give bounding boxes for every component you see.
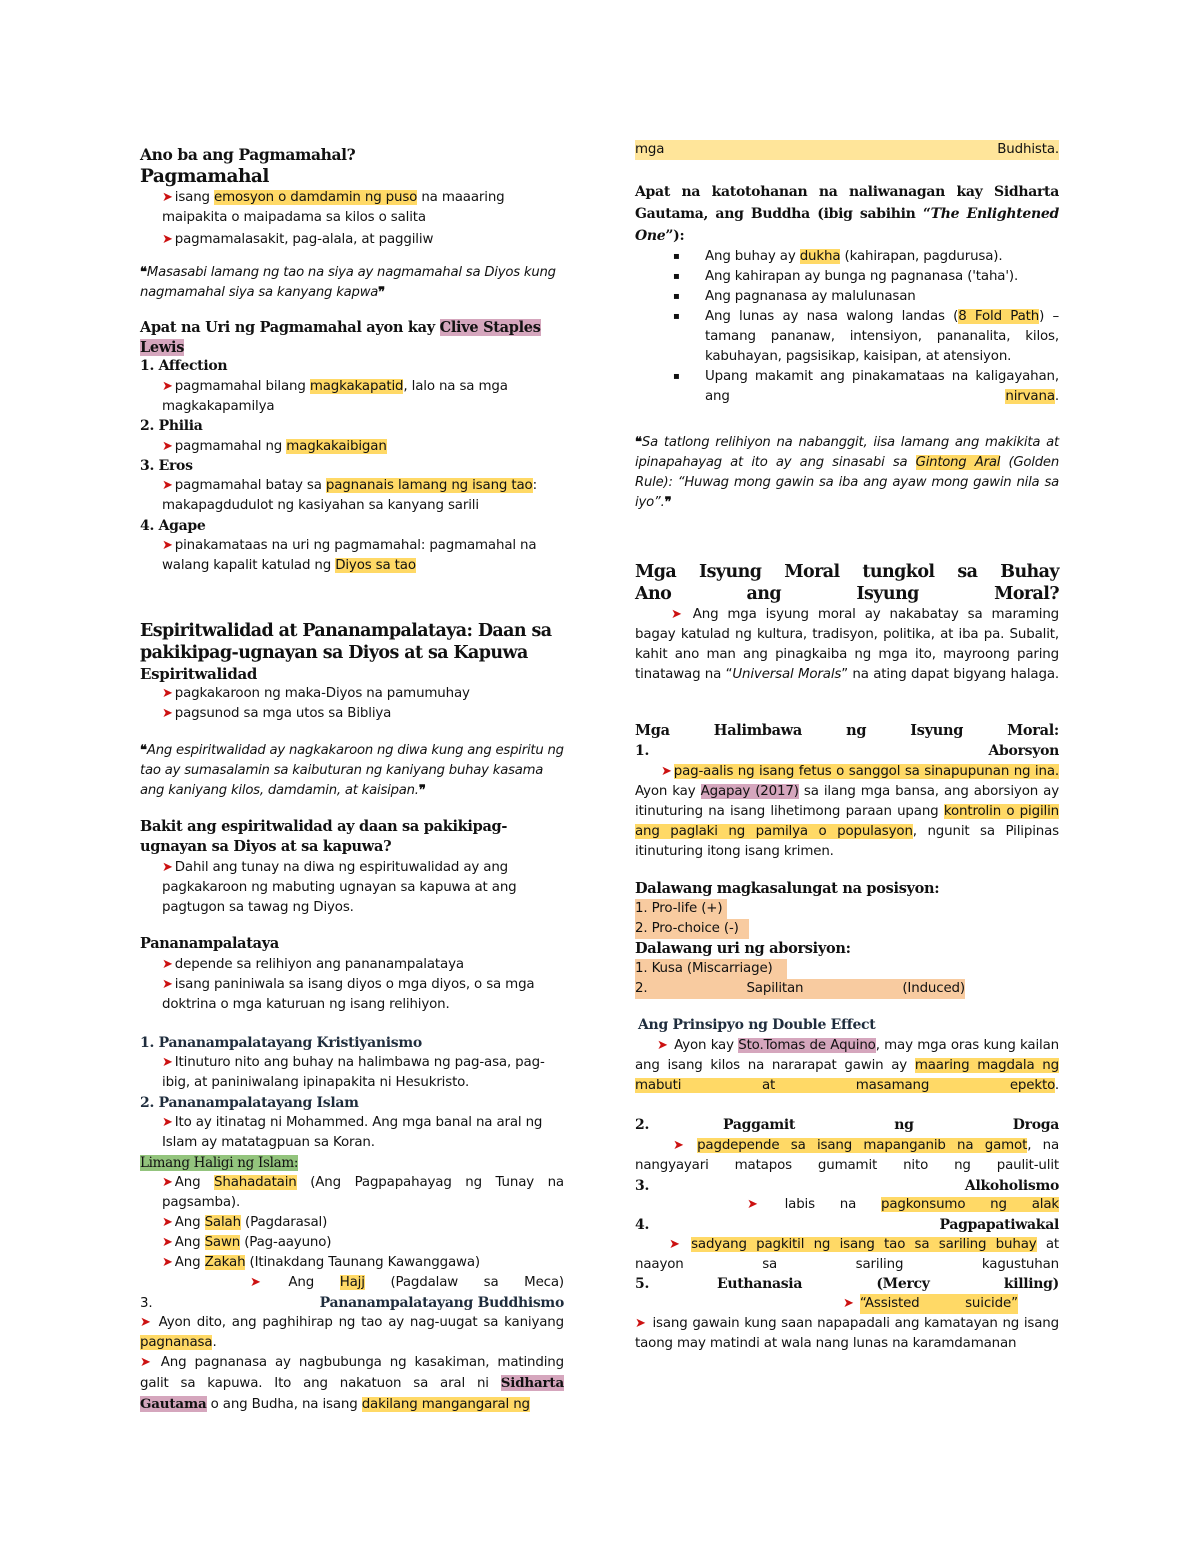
arrow-bullet-icon: ➤ xyxy=(747,1197,758,1212)
arrow-bullet-icon: ➤ xyxy=(162,977,173,992)
buddhismo-heading-row xyxy=(140,1293,564,1314)
eros-heading: 3. Eros xyxy=(140,458,193,474)
arrow-bullet-icon: ➤ xyxy=(140,1355,151,1370)
affection-text: ➤ pagmamahal bilang magkakapatid, lalo na sa mga magkakapamilya xyxy=(162,379,508,414)
pananampalataya-bullet-2: ➤ isang paniniwala sa isang diyos o mga diyos, o sa mga doktrina o mga katuruan ng isang relihiyon. xyxy=(162,977,535,1012)
double-effect-heading: Ang Prinsipyo ng Double Effect xyxy=(638,1017,876,1033)
apat-katotohanan-heading: Apat na katotohanan na naliwanagan kay Sidharta Gautama, ang Buddha (ibig sabihin “The Enlightened One”): xyxy=(635,184,1059,244)
list-item: ▪ Ang buhay ay dukha (kahirapan, pagdurusa). xyxy=(635,247,1059,267)
budhista-continuation: mga Budhista. xyxy=(635,140,1059,160)
kristiyanismo-heading: 1. Pananampalatayang Kristiyanismo xyxy=(140,1035,422,1051)
arrow-bullet-icon: ➤ xyxy=(162,1235,173,1250)
pananampalataya-bullet-1: ➤ depende sa relihiyon ang pananampalataya xyxy=(162,957,464,972)
alkoholismo-number: 3. xyxy=(635,1178,650,1194)
list-item: ▪ Upang makamit ang pinakamataas na kaligayahan, ang nirvana. xyxy=(635,367,1059,407)
droga-text: ➤ pagdepende sa isang mapanganib na gamot, na nangyayari matapos gumamit nito ng paulit-ulit xyxy=(635,1138,1060,1173)
islam-heading: 2. Pananampalatayang Islam xyxy=(140,1095,359,1111)
arrow-bullet-icon: ➤ xyxy=(250,1275,261,1290)
quote-gintong-aral: ❝Sa tatlong relihiyon na nabanggit, iisa lamang ang makikita at ipinapahayag at ito ay ang sinasabi sa Gintong Aral (Golden Rule): “Huwag mong gawin sa iba ang ayaw mong gawin nila sa iyo”.❞ xyxy=(635,435,1059,510)
philia-heading: 2. Philia xyxy=(140,418,203,434)
arrow-bullet-icon: ➤ xyxy=(635,1316,646,1331)
droga-heading: Paggamit ng Droga xyxy=(723,1117,1059,1133)
arrow-bullet-icon: ➤ xyxy=(162,538,173,553)
isyung-moral-subtitle: Ano ang Isyung Moral? xyxy=(635,584,1059,604)
halimbawa-heading: Mga Halimbawa ng Isyung Moral: xyxy=(635,722,1059,739)
isyung-moral-title: Mga Isyung Moral tungkol sa Buhay xyxy=(635,562,1059,582)
arrow-bullet-icon: ➤ xyxy=(162,860,173,875)
euthanasia-text: ➤ isang gawain kung saan napapadali ang kamatayan ng isang taong may matindi at wala nang lunas na karamdamanan xyxy=(635,1316,1059,1351)
philia-text: ➤ pagmamahal ng magkakaibigan xyxy=(162,439,387,454)
islam-text: ➤ Ito ay itinatag ni Mohammed. Ang mga banal na aral ng Islam ay matatagpuan sa Koran. xyxy=(162,1115,543,1150)
arrow-bullet-icon: ➤ xyxy=(162,1115,173,1130)
arrow-bullet-icon: ➤ xyxy=(162,478,173,493)
bakit-text: ➤ Dahil ang tunay na diwa ng espirituwalidad ay ang pagkakaroon ng mabuting ugnayan sa kapuwa at ang pagtugon sa tawag ng Diyos. xyxy=(162,860,517,915)
euthanasia-number: 5. xyxy=(635,1276,650,1292)
euthanasia-quote: ➤ “Assisted suicide” xyxy=(635,1294,1059,1314)
alkoholismo-heading: Alkoholismo xyxy=(964,1178,1059,1194)
agape-heading: 4. Agape xyxy=(140,518,206,534)
droga-number: 2. xyxy=(635,1117,650,1133)
arrow-bullet-icon: ➤ xyxy=(673,1138,684,1153)
aborsyon-heading-row xyxy=(635,741,1059,761)
arrow-bullet-icon: ➤ xyxy=(162,379,173,394)
arrow-bullet-icon: ➤ xyxy=(661,764,672,779)
pagmamahal-def: ➤ isang emosyon o damdamin ng puso na maaaring maipakita o maipadama sa kilos o salita xyxy=(162,190,505,225)
haligi-heading: Limang Haligi ng Islam: xyxy=(140,1155,299,1171)
espiritwalidad-title: Espiritwalidad at Pananampalataya: Daan sa pakikipag-ugnayan sa Diyos at sa Kapuwa xyxy=(140,621,552,663)
droga-heading-row xyxy=(635,1115,1059,1135)
arrow-bullet-icon: ➤ xyxy=(162,686,173,701)
arrow-bullet-icon: ➤ xyxy=(671,607,682,622)
posisyon-heading: Dalawang magkasalungat na posisyon: xyxy=(635,880,940,897)
cs-lewis-heading: Apat na Uri ng Pagmamahal ayon kay Clive Staples Lewis xyxy=(140,319,541,356)
arrow-bullet-icon: ➤ xyxy=(843,1296,854,1311)
pagpapatiwakal-heading-row xyxy=(635,1215,1059,1235)
aborsyon-text: ➤ pag-aalis ng isang fetus o sanggol sa sinapupunan ng ina. Ayon kay Agapay (2017) sa ilang mga bansa, ang aborsiyon ay itinuturing na isang lihetimong paraan upang kontrolin o pigilin ang paglaki ng pamilya o populasyon, ngunit sa Pilipinas itinuturing itong isang krimen. xyxy=(635,764,1060,859)
arrow-bullet-icon: ➤ xyxy=(162,1215,173,1230)
isyung-moral-text: ➤ Ang mga isyung moral ay nakabatay sa maraming bagay katulad ng kultura, tradisyon, politika, at iba pa. Subalit, kahit ano man ang pinagkaiba ng mga ito, mayroong paring tinatawag na “Universal Morals” na ating dapat bigyang halaga. xyxy=(635,607,1060,682)
alkoholismo-heading-row xyxy=(635,1176,1059,1196)
arrow-bullet-icon: ➤ xyxy=(162,706,173,721)
title-question: Ano ba ang Pagmamahal? xyxy=(140,145,356,164)
buddhismo-text-2: ➤ Ang pagnanasa ay nagbubunga ng kasakiman, matinding galit sa kapuwa. Ito ang nakatuon sa aral ni Sidharta Gautama o ang Budha, na isang dakilang mangangaral ng xyxy=(140,1355,564,1412)
quote-pagmamahal: ❝Masasabi lamang ng tao na siya ay nagmamahal sa Diyos kung nagmamahal siya sa kanyang kapwa❞ xyxy=(140,265,556,300)
arrow-bullet-icon: ➤ xyxy=(162,1255,173,1270)
arrow-bullet-icon: ➤ xyxy=(162,1055,173,1070)
arrow-bullet-icon: ➤ xyxy=(657,1038,668,1053)
agape-text: ➤ pinakamataas na uri ng pagmamahal: pagmamahal na walang kapalit katulad ng Diyos sa tao xyxy=(162,538,537,573)
pananampalataya-heading: Pananampalataya xyxy=(140,935,279,952)
katotohanan-list xyxy=(635,247,1059,407)
haligi-2: ➤ Ang Salah (Pagdarasal) xyxy=(162,1215,328,1230)
haligi-4: ➤ Ang Zakah (Itinakdang Taunang Kawanggawa) xyxy=(162,1255,480,1270)
aborsyon-heading: Aborsyon xyxy=(988,743,1059,759)
quote-espiritwalidad: ❝Ang espiritwalidad ay nagkakaroon ng diwa kung ang espiritu ng tao ay sumasalamin sa kaibuturan ng kaniyang buhay kasama ang kaniyang kilos, damdamin, at kaisipan.❞ xyxy=(140,743,564,798)
pagpapatiwakal-text: ➤ sadyang pagkitil ng isang tao sa sariling buhay at naayon sa sariling kagustuhan xyxy=(635,1237,1060,1272)
affection-heading: 1. Affection xyxy=(140,358,228,374)
buddhismo-number: 3. xyxy=(140,1296,153,1311)
haligi-5: ➤ Ang Hajj (Pagdalaw sa Meca) xyxy=(250,1275,565,1290)
euthanasia-heading-row xyxy=(635,1274,1059,1294)
arrow-bullet-icon: ➤ xyxy=(162,957,173,972)
uri-aborsiyon-1: 1. Kusa (Miscarriage) xyxy=(635,959,787,979)
pagpapatiwakal-number: 4. xyxy=(635,1217,650,1233)
buddhismo-text-1: ➤ Ayon dito, ang paghihirap ng tao ay nag-uugat sa kaniyang pagnanasa. xyxy=(140,1315,564,1350)
aborsyon-number: 1. xyxy=(635,743,650,759)
arrow-bullet-icon: ➤ xyxy=(162,232,173,247)
arrow-bullet-icon: ➤ xyxy=(162,439,173,454)
uri-aborsiyon-heading: Dalawang uri ng aborsiyon: xyxy=(635,940,851,957)
pagmamahal-traits: ➤ pagmamalasakit, pag-alala, at paggiliw xyxy=(162,232,434,247)
espiritwalidad-heading: Espiritwalidad xyxy=(140,665,258,683)
arrow-bullet-icon: ➤ xyxy=(162,190,173,205)
uri-aborsiyon-2: 2. Sapilitan (Induced) xyxy=(635,979,965,999)
eros-text: ➤ pagmamahal batay sa pagnanais lamang ng isang tao: makapagdudulot ng kasiyahan sa kanyang sarili xyxy=(162,478,537,513)
pagpapatiwakal-heading: Pagpapatiwakal xyxy=(939,1217,1059,1233)
posisyon-2: 2. Pro-choice (-) xyxy=(635,919,749,939)
espiritwalidad-bullet-1: ➤ pagkakaroon ng maka-Diyos na pamumuhay xyxy=(162,686,470,701)
kristiyanismo-text: ➤ Itinuturo nito ang buhay na halimbawa ng pag-asa, pag-ibig, at paniniwalang ipinapakita ni Hesukristo. xyxy=(162,1055,545,1090)
arrow-bullet-icon: ➤ xyxy=(162,1175,173,1190)
posisyon-1: 1. Pro-life (+) xyxy=(635,899,727,919)
alkoholismo-text: ➤ labis na pagkonsumo ng alak xyxy=(747,1197,1059,1212)
list-item: ▪ Ang kahirapan ay bunga ng pagnanasa ('taha'). xyxy=(635,267,1059,287)
title-main: Pagmamahal xyxy=(140,166,269,187)
double-effect-text: ➤ Ayon kay Sto.Tomas de Aquino, may mga oras kung kailan ang isang kilos na nararapat gawin ay maaring magdala ng mabuti at masamang epekto. xyxy=(635,1038,1059,1093)
espiritwalidad-bullet-2: ➤ pagsunod sa mga utos sa Bibliya xyxy=(162,706,392,721)
bakit-heading: Bakit ang espiritwalidad ay daan sa pakikipag-ugnayan sa Diyos at sa kapuwa? xyxy=(140,818,508,855)
haligi-3: ➤ Ang Sawn (Pag-aayuno) xyxy=(162,1235,332,1250)
buddhismo-heading: Pananampalatayang Buddhismo xyxy=(319,1295,564,1311)
haligi-1: ➤ Ang Shahadatain (Ang Pagpapahayag ng Tunay na pagsamba). xyxy=(162,1175,564,1210)
euthanasia-heading: Euthanasia (Mercy killing) xyxy=(717,1276,1059,1292)
arrow-bullet-icon: ➤ xyxy=(140,1315,151,1330)
arrow-bullet-icon: ➤ xyxy=(669,1237,680,1252)
list-item: ▪ Ang lunas ay nasa walong landas (8 Fold Path) – tamang pananaw, intensiyon, pananalita, kilos, kabuhayan, pagsisikap, kaisipan, at atensiyon. xyxy=(635,307,1059,367)
list-item: ▪ Ang pagnanasa ay malulunasan xyxy=(635,287,1059,307)
